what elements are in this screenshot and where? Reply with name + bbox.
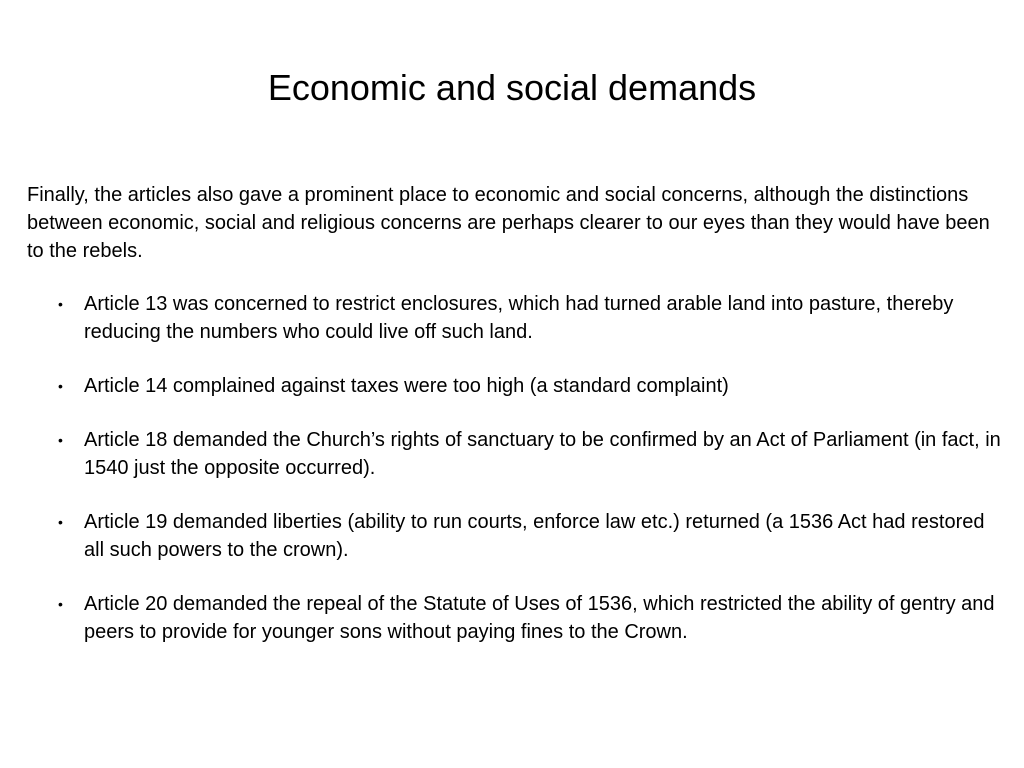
bullet-list [27,290,1002,672]
bullet-icon: • [58,514,63,530]
bullet-icon: • [58,378,63,394]
bullet-text: Article 20 demanded the repeal of the Statute of Uses of 1536, which restricted the ability of gentry and peers to provide for younger sons without paying fines to the Crown. [84,593,995,643]
bullet-item-article-18 [27,426,1002,482]
bullet-icon: • [58,296,63,312]
bullet-item-article-19 [27,508,1002,564]
bullet-item-article-13 [27,290,1002,346]
bullet-item-article-14 [27,372,1002,400]
bullet-icon: • [58,432,63,448]
bullet-text: Article 14 complained against taxes were too high (a standard complaint) [84,375,729,397]
bullet-icon: • [58,596,63,612]
bullet-text: Article 13 was concerned to restrict enclosures, which had turned arable land into pasture, thereby reducing the numbers who could live off such land. [84,293,954,343]
intro-paragraph: Finally, the articles also gave a prominent place to economic and social concerns, although the distinctions between economic, social and religious concerns are perhaps clearer to our eyes than they would have been to the rebels. [27,184,990,262]
bullet-text: Article 18 demanded the Church’s rights of sanctuary to be confirmed by an Act of Parliament (in fact, in 1540 just the opposite occurred). [84,429,1001,479]
bullet-text: Article 19 demanded liberties (ability to run courts, enforce law etc.) returned (a 1536 Act had restored all such powers to the crown). [84,511,985,561]
slide-title: Economic and social demands [267,67,757,108]
bullet-item-article-20 [27,590,1002,646]
